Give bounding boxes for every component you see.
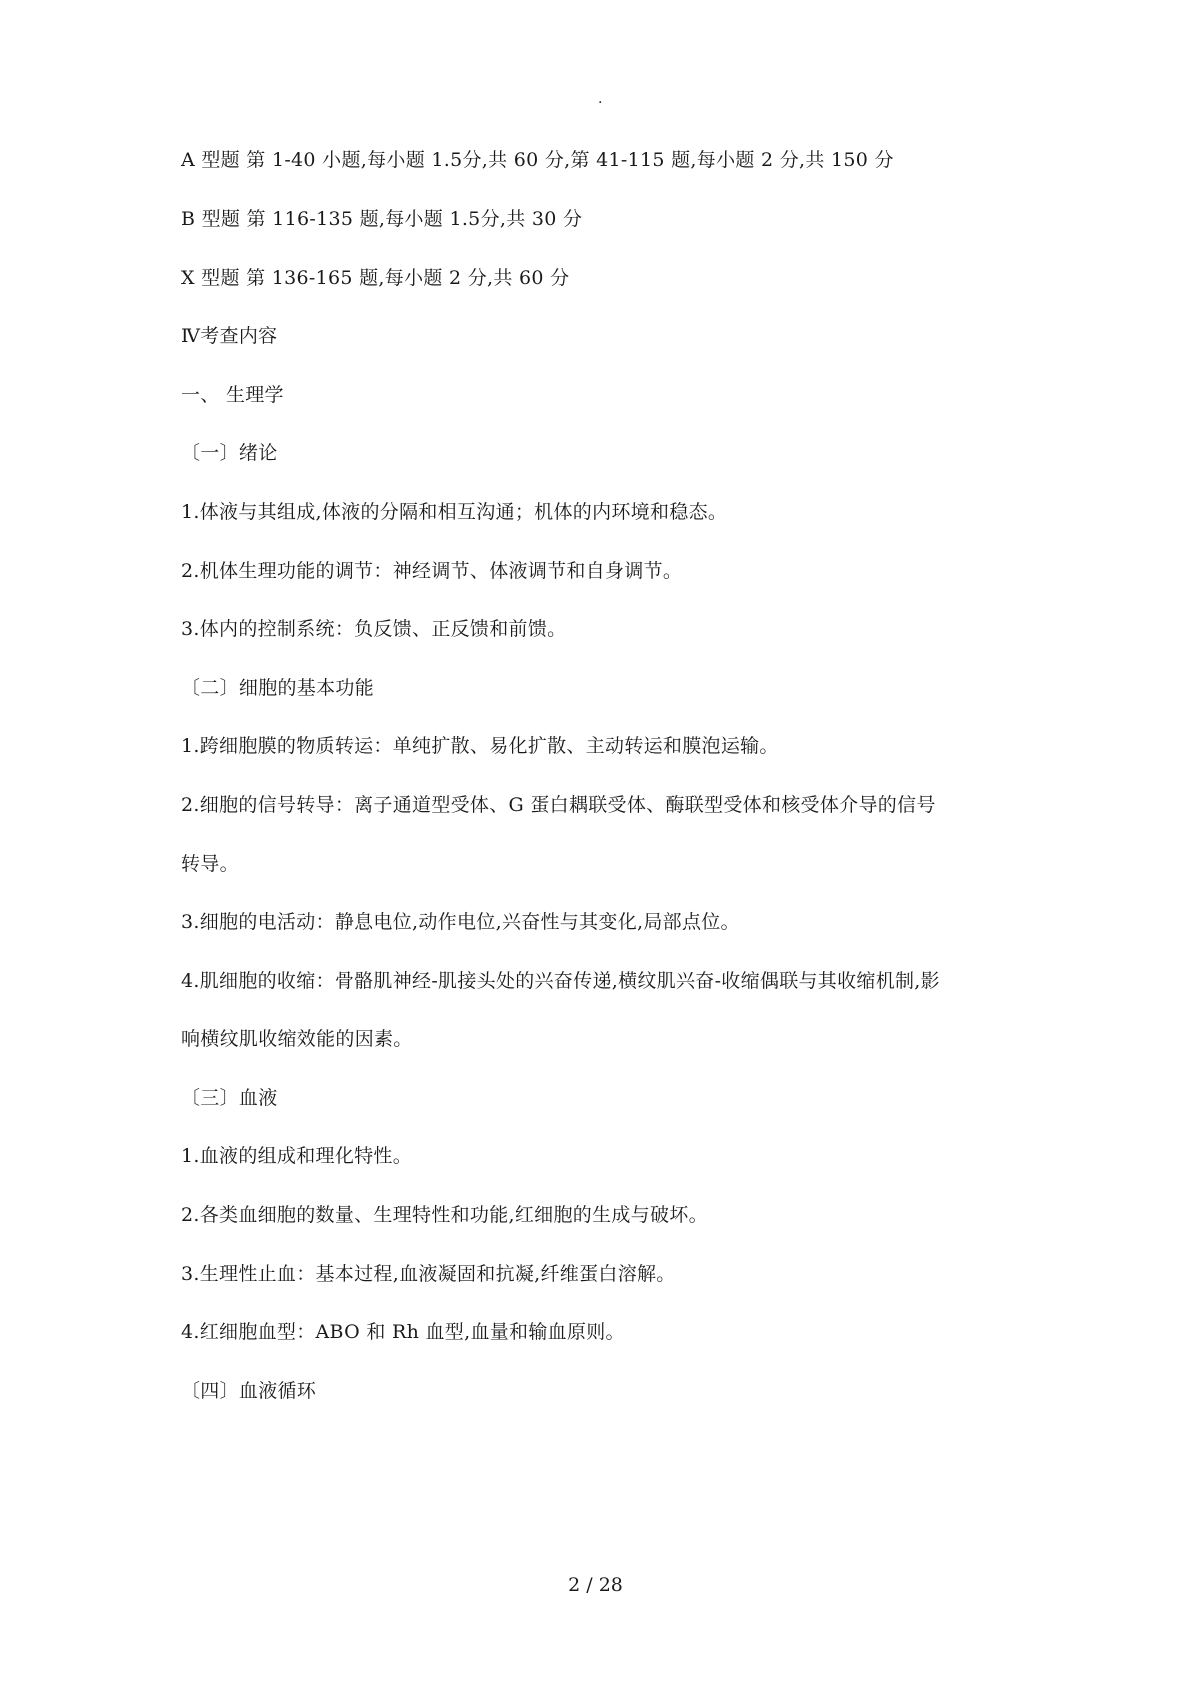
list-item: 1.跨细胞膜的物质转运：单纯扩散、易化扩散、主动转运和膜泡运输。 <box>181 735 779 757</box>
list-item: 3.生理性止血：基本过程,血液凝固和抗凝,纤维蛋白溶解。 <box>181 1263 676 1285</box>
list-item: 2.各类血细胞的数量、生理特性和功能,红细胞的生成与破坏。 <box>181 1204 708 1226</box>
list-item: 3.体内的控制系统：负反馈、正反馈和前馈。 <box>181 618 567 640</box>
chapter-heading: 〔二〕细胞的基本功能 <box>181 677 375 699</box>
list-item: 1.血液的组成和理化特性。 <box>181 1145 413 1167</box>
list-item: 2.细胞的信号转导：离子通道型受体、G 蛋白耦联受体、酶联型受体和核受体介导的信号 <box>181 794 936 816</box>
chapter-heading: 〔一〕绪论 <box>181 442 278 464</box>
list-item: 1.体液与其组成,体液的分隔和相互沟通；机体的内环境和稳态。 <box>181 501 728 523</box>
list-item: 4.红细胞血型：ABO 和 Rh 血型,血量和输血原则。 <box>181 1321 625 1343</box>
list-item: 3.细胞的电活动：静息电位,动作电位,兴奋性与其变化,局部点位。 <box>181 911 740 933</box>
list-item-continuation: 响横纹肌收缩效能的因素。 <box>181 1028 413 1050</box>
exam-format-a: A 型题 第 1-40 小题,每小题 1.5分,共 60 分,第 41-115 题,每小题 2 分,共 150 分 <box>181 149 894 171</box>
header-dot: . <box>598 91 603 107</box>
exam-format-b: B 型题 第 116-135 题,每小题 1.5分,共 30 分 <box>181 208 583 230</box>
chapter-heading: 〔三〕血液 <box>181 1087 278 1109</box>
list-item-continuation: 转导。 <box>181 853 239 875</box>
list-item: 2.机体生理功能的调节：神经调节、体液调节和自身调节。 <box>181 560 683 582</box>
chapter-heading: 〔四〕血液循环 <box>181 1380 317 1402</box>
section-heading: Ⅳ考查内容 <box>181 325 278 347</box>
page-number: 2 / 28 <box>568 1574 623 1596</box>
subject-heading: 一、 生理学 <box>181 384 284 406</box>
exam-format-x: X 型题 第 136-165 题,每小题 2 分,共 60 分 <box>181 267 570 289</box>
list-item: 4.肌细胞的收缩：骨骼肌神经-肌接头处的兴奋传递,横纹肌兴奋-收缩偶联与其收缩机制,影 <box>181 970 940 992</box>
